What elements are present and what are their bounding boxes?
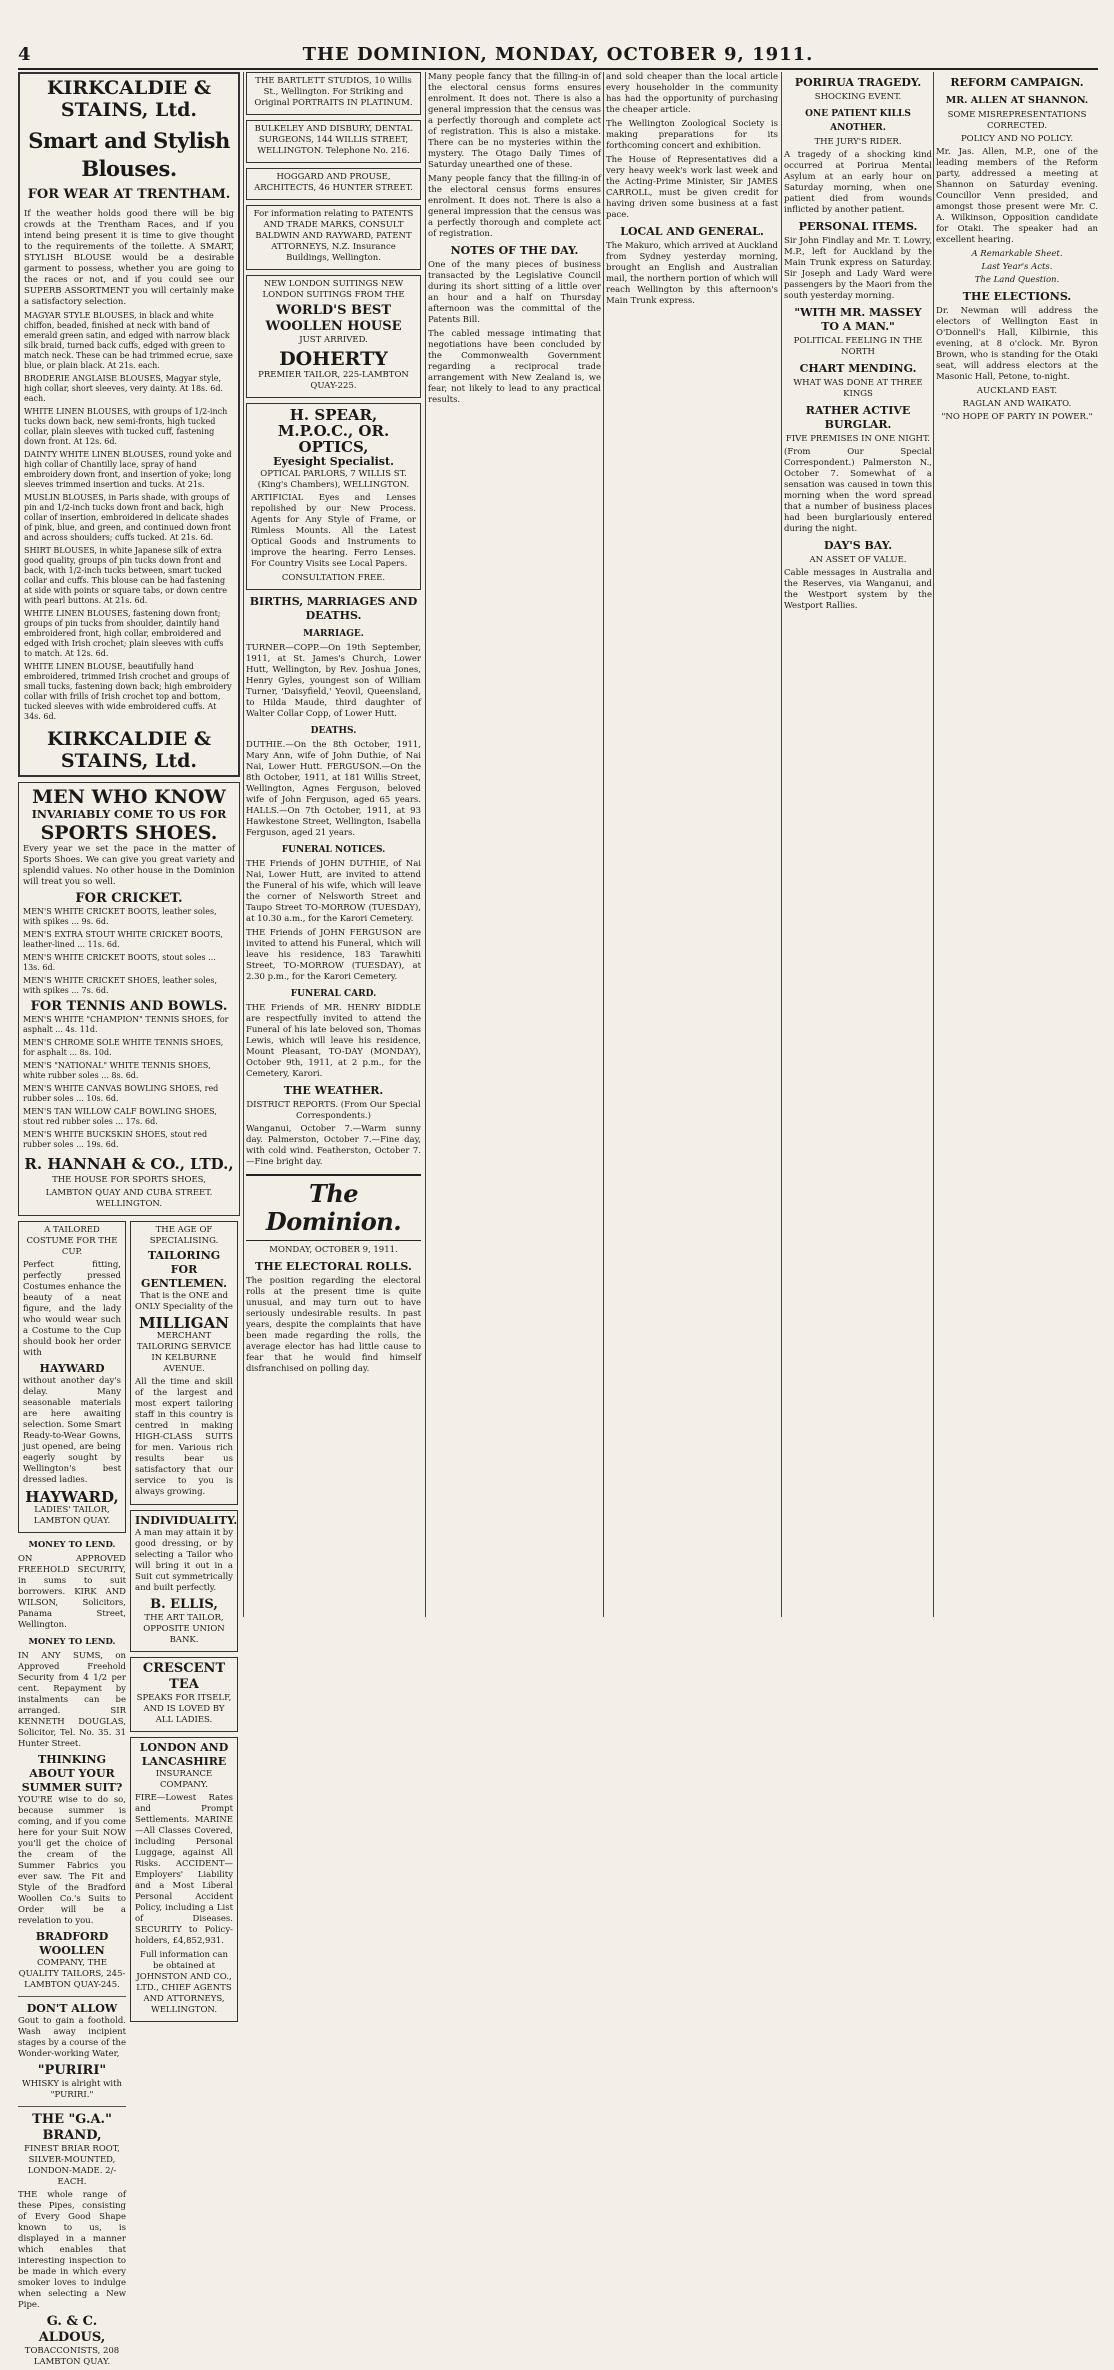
column-rule (603, 72, 604, 1617)
ad-item: MEN'S WHITE CRICKET BOOTS, stout soles ... 13s. 6d. (23, 953, 216, 972)
ad-headline: THINKING ABOUT YOUR SUMMER SUIT? (21, 1753, 123, 1794)
article-body: The Makuro, which arrived at Auckland from Sydney yesterday morning, brought an English and Australian mail, the northern portion of which will reach Wellington by this afternoon's Main Trunk express. (606, 241, 778, 306)
ad-item: MEN'S WHITE CRICKET BOOTS, leather soles, with spikes ... 9s. 6d. (23, 907, 217, 926)
ad-item: SHIRT BLOUSES, in white Japanese silk of extra good quality, groups of pin tucks down front and back, with 1/2-inch tucks between, smart tucked collar and cuffs. This blouse can be had fastening at side with points or square tabs, or down centre with pearl buttons. At 21s. 6d. (24, 546, 227, 605)
ad-headline: Smart and Stylish Blouses. (28, 128, 230, 181)
brand-name: THE "G.A." BRAND, (32, 2112, 112, 2143)
ad-body: FIRE—Lowest Rates and Prompt Settlements. MARINE—All Classes Covered, including Personal Luggage, against All Risks. ACCIDENT—Employers' Liability and a Most Liberal Personal Accident Policy, including a List of Diseases. SECURITY to Policy-holders, £4,852,931. (135, 1793, 233, 1946)
editorial-heading: THE ELECTORAL ROLLS. (255, 1260, 412, 1273)
page-number: 4 (18, 44, 31, 65)
column-rule (243, 72, 244, 1617)
crosshead: Last Year's Acts. (981, 262, 1053, 272)
ad-subline: THE HOUSE FOR SPORTS SHOES, (52, 1175, 206, 1185)
article-body: Sir John Findlay and Mr. T. Lowry, M.P., left for Auckland by the Main Trunk express on Saturday. Sir Joseph and Lady Ward were passengers by the Maori from the south yesterday morning. (784, 236, 932, 301)
ad-headline: Eyesight Specialist. (273, 455, 394, 468)
ellis-ad (130, 1510, 238, 1652)
column-1-lower (18, 1221, 240, 2370)
ad-subline: MERCHANT TAILORING SERVICE IN KELBURNE AVENUE. (136, 1331, 232, 1374)
newspaper-nameplate: The Dominion. (246, 1174, 421, 1241)
divider (18, 2106, 126, 2107)
ad-item: BRODERIE ANGLAISE BLOUSES, Magyar style, high collar, short sleeves, very dainty. At 18s. 6d. each. (24, 374, 223, 403)
ad-body: NEW LONDON SUITINGS NEW LONDON SUITINGS FROM THE (262, 279, 405, 300)
ad-headline: INDIVIDUALITY. (135, 1514, 238, 1527)
doherty-ad (246, 275, 421, 398)
article-body: Mr. Jas. Allen, M.P., one of the leading members of the Reform party, addressed a meeting at Shannon on Saturday evening. Councillor Venn presided, and amongst those present were Mr. C. A. Wilkinson, Opposition candidate for Otaki. The speaker had an excellent hearing. (936, 147, 1098, 245)
subheadline: "NO HOPE OF PARTY IN POWER." (941, 412, 1093, 422)
section-heading: LOCAL AND GENERAL. (620, 225, 764, 238)
ad-item: MEN'S EXTRA STOUT WHITE CRICKET BOOTS, leather-lined ... 11s. 6d. (23, 930, 223, 949)
subheadline: ONE PATIENT KILLS ANOTHER. (805, 109, 911, 133)
advertiser-name: B. ELLIS, (150, 1597, 218, 1612)
spear-ad (246, 403, 421, 590)
editorial-body: Many people fancy that the filling-in of the electoral census forms ensures enrolment. It does not. There is also a general impression that the census was a perfectly thorough and complete act of registration. This is also a mistake. There can be no mysteries within the mystery. The Otago Daily Times of Saturday unearthed one of these. (428, 72, 601, 170)
ad-headline: THE AGE OF SPECIALISING. (149, 1225, 219, 1246)
ad-subline: OPTICAL PARLORS, 7 WILLIS ST. (King's Chambers), WELLINGTON. (257, 469, 410, 490)
ad-body: YOU'RE wise to do so, because summer is coming, and if you come here for your Suit NOW you'll get the choice of the cream of the Summer Fabrics you ever saw. The Fit and Style of the Bradford Woollen Co.'s Suits to Order will be a revelation to you. (18, 1795, 126, 1926)
ad-subline: LADIES' TAILOR, LAMBTON QUAY. (33, 1505, 111, 1526)
ad-body: THE BARTLETT STUDIOS, 10 Willis St., Wellington. For Striking and Original PORTRAITS IN PLATINUM. (254, 76, 413, 108)
bartlett-ad (246, 72, 421, 115)
advertiser-name: HAYWARD (39, 1362, 105, 1375)
notice-body: TURNER—COPP.—On 19th September, 1911, at St. James's Church, Lower Hutt, Wellington, by Rev. Joshua Jones, Henry Gyles, youngest son of William Turner, 'Daisyfield,' Yeovil, Queensland, to Hilda Maude, third daughter of Walter Collar Copp, of Lower Hutt. (246, 643, 421, 719)
ad-body: Gout to gain a foothold. Wash away incipient stages by a course of the Wonder-working Water, (18, 2016, 126, 2059)
column-rule (933, 72, 934, 1617)
hannah-shoes-ad (18, 782, 240, 1216)
column-rule (425, 72, 426, 1617)
ad-address: TOBACCONISTS, 208 LAMBTON QUAY. (24, 2346, 120, 2367)
ad-body: A man may attain it by good dressing, or by selecting a Tailor who will bring it out in a Suit cut symmetrically and built perfectly. (135, 1528, 233, 1593)
ad-body: HOGGARD AND PROUSE, ARCHITECTS, 46 HUNTER STREET. (254, 172, 413, 193)
column-1-lower-right (130, 1221, 238, 2370)
advertiser-name: KIRKCALDIE & STAINS, Ltd. (46, 77, 212, 121)
issue-date: MONDAY, OCTOBER 9, 1911. (269, 1245, 398, 1255)
ad-headline: A TAILORED COSTUME FOR THE CUP. (26, 1225, 118, 1257)
ad-subline: Full information can be obtained at JOHNSTON AND CO., LTD., CHIEF AGENTS AND ATTORNEYS, WELLINGTON. (136, 1950, 232, 2015)
crescent-tea-ad (130, 1657, 238, 1732)
advertiser-name: MILLIGAN (139, 1314, 229, 1332)
column-rule (781, 72, 782, 1617)
column-6 (936, 72, 1098, 1617)
advertiser-name: H. SPEAR, M.P.O.C., OR. OPTICS, (277, 406, 390, 456)
bulkeley-ad (246, 120, 421, 163)
ad-intro: Every year we set the pace in the matter of Sports Shoes. We can give you great variety and splendid values. No other house in the Dominion will treat you so well. (23, 844, 235, 887)
subheadline: AUCKLAND EAST. (976, 386, 1058, 396)
notice-body: THE Friends of JOHN DUTHIE, of Nai Nai, Lower Hutt, are invited to attend the Funeral of his wife, which will leave the corner of Nelsworth Street and Taupo Street TO-MORROW (TUESDAY), at 10.30 a.m., for the Karori Cemetery. (246, 859, 421, 924)
classified-body: ON APPROVED FREEHOLD SECURITY, in sums to suit borrowers. KIRK AND WILSON, Solicitors, Panama Street, Wellington. (18, 1554, 126, 1630)
ad-body: For information relating to PATENTS AND TRADE MARKS, CONSULT BALDWIN AND RAYWARD, PATENT ATTORNEYS, N.Z. Insurance Buildings, Wellington. (253, 209, 414, 263)
advertiser-name: LONDON AND LANCASHIRE (139, 1741, 229, 1768)
ad-body: That is the ONE and ONLY Speciality of the (135, 1291, 233, 1312)
section-heading: THE WEATHER. (283, 1084, 384, 1097)
crosshead: A Remarkable Sheet. (971, 249, 1063, 259)
headline: CHART MENDING. (799, 362, 917, 375)
ad-headline: SPORTS SHOES. (40, 822, 218, 844)
ad-subheadline: INVARIABLY COME TO US FOR (31, 808, 227, 821)
notice-body: THE Friends of MR. HENRY BIDDLE are respectfully invited to attend the Funeral of his late beloved son, Thomas Lewis, which will leave his residence, Mount Pleasant, TO-DAY (MONDAY), October 9th, 1911, at 2 p.m., for the Cemetery, Karori. (246, 1003, 421, 1079)
ad-body: THE whole range of these Pipes, consisting of Every Good Shape known to us, is displayed in a manner which enables that interesting inspection to be made in which every smoker loves to indulge when selecting a New Pipe. (18, 2190, 126, 2310)
subheadline: FIVE PREMISES IN ONE NIGHT. (785, 434, 931, 444)
ad-intro: If the weather holds good there will be big crowds at the Trentham Races, and if you intend being present it is time to give thought to the requirements of the toilette. A SMART, STYLISH BLOUSE would be a desirable garment to possess, whether you are going to the races or not, and if you could see our SUPERB ASSORTMENT you will certainly make a satisfactory selection. (24, 209, 234, 307)
subsection-heading: FUNERAL CARD. (290, 989, 377, 999)
ad-subline: SPEAKS FOR ITSELF, AND IS LOVED BY ALL LADIES. (136, 1693, 232, 1725)
headline: DAY'S BAY. (823, 539, 893, 552)
brand-name: CRESCENT TEA (142, 1661, 226, 1692)
ad-subline: FINEST BRIAR ROOT, SILVER-MOUNTED, LONDON-MADE. 2/- EACH. (24, 2144, 120, 2187)
classified-heading: MONEY TO LEND. (28, 1540, 116, 1550)
ad-subline: WHISKY is alright with "PURIRI." (21, 2079, 123, 2100)
column-2 (246, 72, 421, 1617)
ad-body: without another day's delay. Many seasonable materials are here awaiting selection. Some Smart Ready-to-Wear Gowns, just opened, are being eagerly sought by Wellington's best dressed ladies. (23, 1376, 121, 1485)
ad-item: MEN'S WHITE CRICKET SHOES, leather soles, with spikes ... 7s. 6d. (23, 976, 217, 995)
subsection-heading: MARRIAGE. (303, 629, 364, 639)
advertiser-name: G. & C. ALDOUS, (38, 2314, 106, 2345)
article-body: Wanganui, October 7.—Warm sunny day. Palmerston, October 7.—Fine day, with cold wind. Featherston, October 7.—Fine bright day. (246, 1124, 421, 1167)
ad-body: ARTIFICIAL Eyes and Lenses repolished by our New Process. Agents for Any Style of Frame, or Rimless Mounts. All the Latest Optical Goods and Instruments to improve the hearing. Ferro Lenses. For Country Visits see Local Papers. (251, 493, 416, 569)
kirkcaldie-blouses-ad (18, 72, 240, 777)
divider (18, 1996, 126, 1997)
article-body: Cable messages in Australia and the Reserves, via Wanganui, and the Westport system by the Westport Rallies. (784, 568, 932, 611)
article-body: The Wellington Zoological Society is making preparations for its forthcoming concert and exhibition. (606, 119, 778, 151)
subheadline: WHAT WAS DONE AT THREE KINGS (793, 378, 923, 399)
ad-body: All the time and skill of the largest and most expert tailoring staff in this country is centred in making HIGH-CLASS SUITS for men. Various rich results bear us satisfactory that our service to you is always growing. (135, 1377, 233, 1497)
article-body: The House of Representatives did a very heavy week's work last week and the Acting-Prime Minister, Sir JAMES CARROLL, must be given credit for having driven some business at a fast pace. (606, 155, 778, 220)
headline: REFORM CAMPAIGN. (950, 76, 1084, 89)
advertiser-name: HAYWARD, (25, 1488, 119, 1506)
article-body: and sold cheaper than the local article every householder in the community has had the opportunity of purchasing the cheaper article. (606, 72, 778, 115)
ad-item: WHITE LINEN BLOUSES, with groups of 1/2-inch tucks down back, new semi-fronts, high tucked collar, plain sleeves with tucked cuff, fastening down front. At 12s. 6d. (24, 407, 228, 446)
advertiser-name: KIRKCALDIE & STAINS, Ltd. (46, 728, 212, 772)
column-3 (428, 72, 601, 1617)
advertiser-name: BRADFORD WOOLLEN (35, 1930, 109, 1957)
crosshead: The Land Question. (974, 275, 1060, 285)
subheadline: POLICY AND NO POLICY. (960, 134, 1074, 144)
newspaper-title: THE DOMINION, MONDAY, OCTOBER 9, 1911. (302, 44, 814, 65)
ad-headline: MEN WHO KNOW (32, 786, 226, 808)
subheadline: AN ASSET OF VALUE. (809, 555, 907, 565)
section-heading: BIRTHS, MARRIAGES AND DEATHS. (249, 595, 418, 622)
ad-subheadline: FOR WEAR AT TRENTHAM. (27, 187, 231, 202)
article-body: Dr. Newman will address the electors of Wellington East in O'Donnell's Hall, Kilbirnie, this evening, at 8 o'clock. Mr. Byron Brown, who is standing for the Otaki seat, will address electors at the Masonic Hall, Petone, to-night. (936, 306, 1098, 382)
ad-subline: INSURANCE COMPANY. (155, 1769, 213, 1790)
headline: "WITH MR. MASSEY TO A MAN." (794, 306, 922, 333)
ad-body: Perfect fitting, perfectly pressed Costumes enhance the beauty of a neat figure, and the lady who would wear such a Costume to the Cup should book her order with (23, 1260, 121, 1358)
ad-headline: DON'T ALLOW (26, 2002, 118, 2015)
ad-subline: JUST ARRIVED. (299, 335, 368, 345)
ad-subline: CONSULTATION FREE. (281, 573, 386, 583)
patents-ad (246, 205, 421, 270)
ad-section: FOR CRICKET. (75, 891, 183, 906)
column-4 (606, 72, 778, 1617)
subheadline: MR. ALLEN AT SHANNON. (945, 95, 1089, 106)
ad-section: FOR TENNIS AND BOWLS. (30, 999, 228, 1014)
notice-body: THE Friends of JOHN FERGUSON are invited to attend his Funeral, which will leave his residence, 183 Tarawhiti Street, TO-MORROW (TUESDAY), at 2.30 p.m., for the Karori Cemetery. (246, 928, 421, 982)
ad-item: MEN'S "NATIONAL" WHITE TENNIS SHOES, white rubber soles ... 8s. 6d. (23, 1061, 211, 1080)
ad-item: WHITE LINEN BLOUSE, beautifully hand embroidered, trimmed Irish crochet and groups of small tucks, fastening down back; high embroidery collar with frills of Irish crochet top and bottom, tucked sleeves with wide embroidered cuffs. At 34s. 6d. (24, 662, 232, 721)
ad-subline: PREMIER TAILOR, 225-LAMBTON QUAY-225. (258, 370, 409, 391)
classified-body: IN ANY SUMS, on Approved Freehold Security from 4 1/2 per cent. Repayment by instalments can be arranged. SIR KENNETH DOUGLAS, Solicitor, Tel. No. 35. 31 Hunter Street. (18, 1651, 126, 1749)
ad-body: BULKELEY AND DISBURY, DENTAL SURGEONS, 144 WILLIS STREET, WELLINGTON. Telephone No. 216. (254, 124, 413, 156)
headline: THE ELECTIONS. (962, 290, 1072, 303)
subheadline: SHOCKING EVENT. (814, 92, 902, 102)
column-1-ads (18, 72, 240, 2367)
article-body: (From Our Special Correspondent.) Palmerston N., October 7. Somewhat of a sensation was caused in town this morning when the word spread that a number of business places had been burglariously entered during the night. (784, 447, 932, 534)
advertiser-name: DOHERTY (279, 348, 388, 370)
ad-subline: COMPANY, THE QUALITY TAILORS, 245-LAMBTON QUAY-245. (18, 1958, 126, 1990)
subsection-heading: DEATHS. (310, 726, 357, 736)
ad-subline: THE ART TAILOR, OPPOSITE UNION BANK. (143, 1613, 225, 1645)
ad-item: MEN'S WHITE "CHAMPION" TENNIS SHOES, for asphalt ... 4s. 11d. (23, 1015, 229, 1034)
article-body: A tragedy of a shocking kind occurred at Porirua Mental Asylum at an early hour on Saturday morning, when one patient died from wounds inflicted by another patient. (784, 150, 932, 215)
editorial-body: The position regarding the electoral rolls at the present time is quite unusual, and may turn out to have seriously undesirable results. In past years, despite the complaints that have been made regarding the rolls, the average elector has had little cause to fear that he would find himself disfranchised on polling day. (246, 1276, 421, 1374)
ad-item: MAGYAR STYLE BLOUSES, in black and white chiffon, beaded, finished at neck with band of emerald green satin, and edged with narrow black silk braid, turned back cuffs, edged with green to match neck. These can be had trimmed ecrue, saxe blue, or plain black. At 21s. each. (24, 311, 233, 370)
article-body: The cabled message intimating that negotiations have been concluded by the Commonwealth Government regarding a reciprocal trade arrangement with New Zealand is, we fear, not likely to lead to any practical results. (428, 329, 601, 405)
headline: PORIRUA TRAGEDY. (794, 76, 922, 89)
ad-item: MEN'S TAN WILLOW CALF BOWLING SHOES, stout red rubber soles ... 17s. 6d. (23, 1107, 217, 1126)
article-body: One of the many pieces of business transacted by the Legislative Council during its short sitting of a little over an hour and a half on Thursday afternoon was the committal of the Patents Bill. (428, 260, 601, 325)
editorial-body: Many people fancy that the filling-in of the electoral census forms ensures enrolment. It does not. There is also a general impression that the census was a perfectly thorough and complete act of registration. (428, 174, 601, 239)
ad-item: MUSLIN BLOUSES, in Paris shade, with groups of pin and 1/2-inch tucks down front and back, high collar of insertion, embroidered in delicate shades of pink, blue, and green, and continued down front and across shoulders; cuffs tucked. At 21s. 6d. (24, 493, 231, 542)
subheadline: THE JURY'S RIDER. (814, 137, 902, 147)
ad-headline: WORLD'S BEST WOOLLEN HOUSE (265, 303, 402, 334)
subsection-heading: FUNERAL NOTICES. (281, 845, 386, 855)
ad-item: MEN'S WHITE CANVAS BOWLING SHOES, red rubber soles ... 10s. 6d. (23, 1084, 219, 1103)
section-heading: NOTES OF THE DAY. (450, 244, 579, 257)
subheadline: SOME MISREPRESENTATIONS CORRECTED. (947, 110, 1087, 131)
ad-item: MEN'S CHROME SOLE WHITE TENNIS SHOES, for asphalt ... 8s. 10d. (23, 1038, 224, 1057)
ad-item: WHITE LINEN BLOUSES, fastening down front; groups of pin tucks from shoulder, daintily hand embroidered front, high collar, embroidered and edged with Irish crochet; plain sleeves with cuffs to match. At 12s. 6d. (24, 609, 224, 658)
ad-item: MEN'S WHITE BUCKSKIN SHOES, stout red rubber soles ... 19s. 6d. (23, 1130, 208, 1149)
ad-address: LAMBTON QUAY AND CUBA STREET. WELLINGTON. (45, 1188, 213, 1209)
hayward-ad (18, 1221, 126, 1533)
subheadline: POLITICAL FEELING IN THE NORTH (793, 336, 923, 357)
london-lancashire-ad (130, 1737, 238, 2022)
masthead (18, 44, 1098, 70)
classified-heading: MONEY TO LEND. (28, 1637, 116, 1647)
section-subheading: DISTRICT REPORTS. (From Our Special Correspondents.) (246, 1100, 421, 1121)
advertiser-name: R. HANNAH & CO., LTD., (24, 1155, 234, 1173)
headline: RATHER ACTIVE BURGLAR. (805, 404, 911, 431)
milligan-ad (130, 1221, 238, 1505)
ad-item: DAINTY WHITE LINEN BLOUSES, round yoke and high collar of Chantilly lace, spray of hand embroidery down front, and insertion of yoke; long sleeves trimmed insertion and tucks. At 21s. (24, 450, 232, 489)
brand-name: "PURIRI" (37, 2063, 107, 2078)
notice-body: DUTHIE.—On the 8th October, 1911, Mary Ann, wife of John Duthie, of Nai Nai, Lower Hutt. FERGUSON.—On the 8th October, 1911, at 181 Willis Street, Wellington, Agnes Ferguson, beloved wife of John Ferguson, aged 65 years. HALLS.—On 7th October, 1911, at 93 Hawkestone Street, Wellington, Isabella Ferguson, aged 21 years. (246, 740, 421, 838)
subheadline: RAGLAN AND WAIKATO. (962, 399, 1072, 409)
ad-headline: TAILORING FOR GENTLEMEN. (141, 1249, 227, 1290)
hoggard-ad (246, 168, 421, 200)
column-5 (784, 72, 932, 1617)
section-heading: PERSONAL ITEMS. (798, 220, 918, 233)
column-1-lower-left (18, 1221, 126, 2370)
